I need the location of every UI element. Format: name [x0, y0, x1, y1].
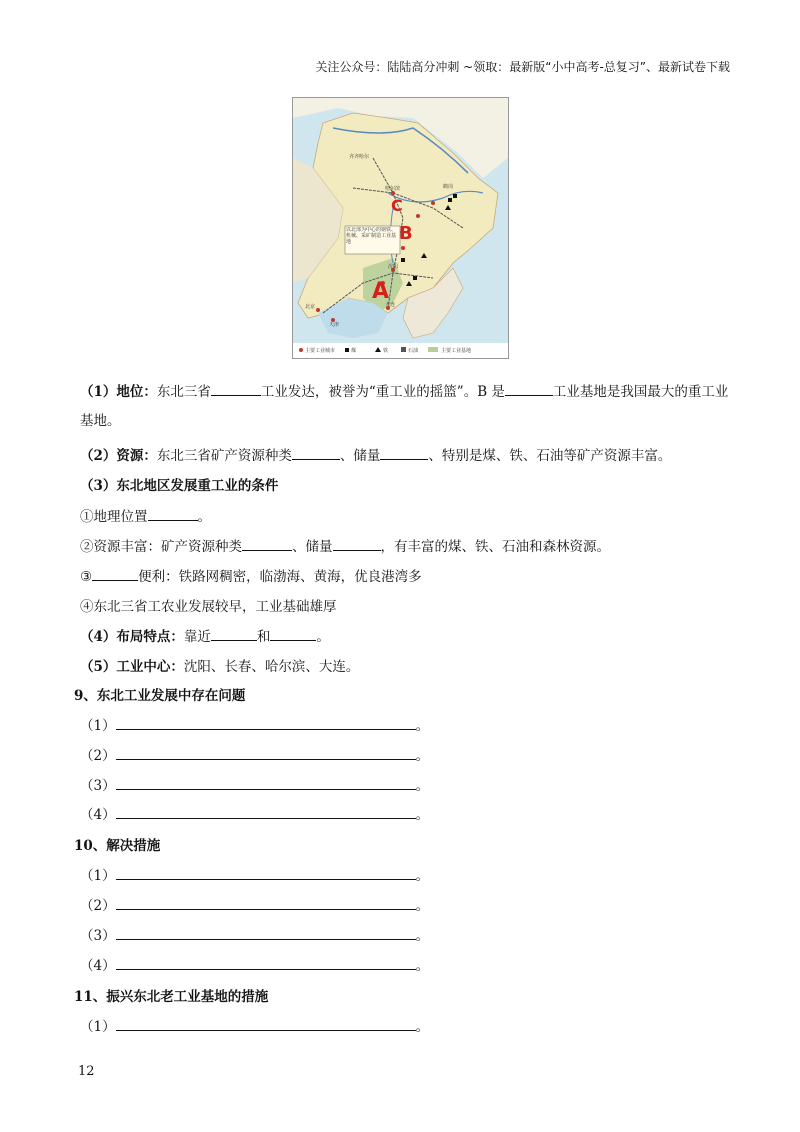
map-city-label: 天津	[329, 322, 340, 328]
q10-title: 10、解决措施	[74, 838, 161, 854]
map-city-label: 哈尔滨	[385, 186, 401, 192]
s5-label: 工业中心：	[116, 659, 184, 675]
condition-resources	[80, 535, 610, 555]
condition-foundation: ④东北三省工农业发展较早，工业基础雄厚	[80, 599, 337, 615]
s4-text: 和	[256, 629, 271, 645]
fill-blank[interactable]	[505, 383, 553, 396]
fill-blank[interactable]	[92, 568, 138, 581]
s4-end: 。	[316, 629, 330, 645]
q9-item	[80, 714, 429, 734]
section-centers	[80, 655, 359, 675]
q11-title: 11、振兴东北老工业基地的措施	[74, 989, 269, 1005]
item-num: （3）	[80, 778, 116, 794]
section-conditions-title: （3）东北地区发展重工业的条件	[80, 478, 279, 494]
answer-line[interactable]	[116, 806, 416, 819]
item-num: （3）	[80, 928, 116, 944]
q9-item	[80, 774, 429, 794]
item-end: 。	[415, 868, 430, 884]
item-num: （1）	[80, 718, 116, 734]
marker-b: B	[399, 223, 413, 244]
item-end: 。	[415, 928, 430, 944]
q9-title: 9、东北工业发展中存在问题	[74, 688, 246, 704]
map-city-label: 鹤岗	[443, 184, 454, 190]
section-resources	[80, 444, 671, 464]
item-end: 。	[415, 718, 430, 734]
legend-iron: 铁	[383, 348, 389, 354]
legend-coal: 煤	[351, 348, 357, 354]
legend-oil: 石油	[408, 348, 419, 354]
fill-blank[interactable]	[242, 538, 292, 551]
s1-text: 工业发达，被誉为“重工业的摇篮”。B 是	[260, 384, 505, 400]
item-num: （1）	[80, 1019, 116, 1035]
q10-item	[80, 924, 429, 944]
answer-line[interactable]	[116, 927, 416, 940]
legend-city: 主要工业城市	[305, 348, 336, 354]
fill-blank[interactable]	[333, 538, 381, 551]
s4-num: （4）	[80, 629, 117, 645]
legend-base: 主要工业基地	[441, 348, 472, 354]
item-end: 。	[415, 1019, 430, 1035]
answer-line[interactable]	[116, 777, 416, 790]
map-city-label: 北京	[305, 304, 316, 310]
section-layout	[80, 625, 330, 645]
s2-num: （2）	[80, 448, 117, 464]
s1-label: 地位：	[116, 384, 157, 400]
s1-text: 工业基地是我国最大的重	[552, 384, 702, 400]
s2-label: 资源：	[116, 448, 157, 464]
item-num: （4）	[80, 958, 116, 974]
condition-location	[80, 505, 211, 525]
fill-blank[interactable]	[270, 628, 316, 641]
map-note: 以北部为中心的钢铁、机械、采矿制造工业基地	[346, 227, 397, 245]
s1-text: 工业基地。	[80, 384, 729, 429]
c1-text: ①地理位置	[80, 509, 148, 525]
map-city-label: 齐齐哈尔	[349, 154, 370, 160]
c3-text: ③	[80, 569, 93, 585]
s4-label: 布局特点：	[116, 629, 184, 645]
condition-transport	[80, 565, 422, 585]
answer-line[interactable]	[116, 1018, 416, 1031]
s5-num: （5）	[80, 659, 117, 675]
q9-item	[80, 803, 429, 823]
item-end: 。	[415, 748, 430, 764]
map-city-label: 沈阳	[388, 264, 399, 270]
item-end: 。	[415, 807, 430, 823]
c3-text: 便利：铁路网稠密，临渤海、黄海，优良港湾多	[138, 569, 422, 585]
fill-blank[interactable]	[292, 447, 340, 460]
answer-line[interactable]	[116, 867, 416, 880]
c2-text: ②资源丰富：矿产资源种类	[80, 539, 242, 555]
fill-blank[interactable]	[148, 508, 198, 521]
page-number: 12	[78, 1064, 95, 1079]
answer-line[interactable]	[116, 747, 416, 760]
s4-text: 靠近	[183, 629, 211, 645]
page-header: 关注公众号：陆陆高分冲刺 ~领取：最新版“小中高考-总复习”、最新试卷下载	[315, 60, 730, 74]
answer-line[interactable]	[116, 897, 416, 910]
c2-text: 、储量	[292, 539, 333, 555]
fill-blank[interactable]	[380, 447, 428, 460]
item-num: （4）	[80, 807, 116, 823]
s2-text: 、特别是煤、铁、石油等矿产资源丰富。	[428, 448, 672, 464]
item-end: 。	[415, 958, 430, 974]
fill-blank[interactable]	[211, 628, 257, 641]
item-end: 。	[415, 778, 430, 794]
q10-item	[80, 894, 429, 914]
item-num: （2）	[80, 898, 116, 914]
item-num: （2）	[80, 748, 116, 764]
section-status	[80, 378, 730, 436]
fill-blank[interactable]	[211, 383, 261, 396]
q9-item	[80, 744, 429, 764]
s1-text: 东北三省	[156, 384, 211, 400]
answer-line[interactable]	[116, 717, 416, 730]
northeast-industry-map	[292, 97, 509, 359]
s2-text: 东北三省矿产资源种类	[156, 448, 292, 464]
s2-text: 、储量	[339, 448, 381, 464]
marker-a: A	[372, 279, 390, 304]
c1-end: 。	[197, 509, 211, 525]
item-num: （1）	[80, 868, 116, 884]
map-city-label: 大连	[385, 302, 396, 308]
q10-item	[80, 954, 429, 974]
q10-item	[80, 864, 429, 884]
marker-c: C	[391, 196, 403, 215]
answer-line[interactable]	[116, 957, 416, 970]
q11-item	[80, 1015, 429, 1035]
s5-text: 沈阳、长春、哈尔滨、大连。	[183, 659, 360, 675]
s1-num: （1）	[80, 384, 117, 400]
item-end: 。	[415, 898, 430, 914]
c2-text: ，有丰富的煤、铁、石油和森林资源。	[380, 539, 610, 555]
